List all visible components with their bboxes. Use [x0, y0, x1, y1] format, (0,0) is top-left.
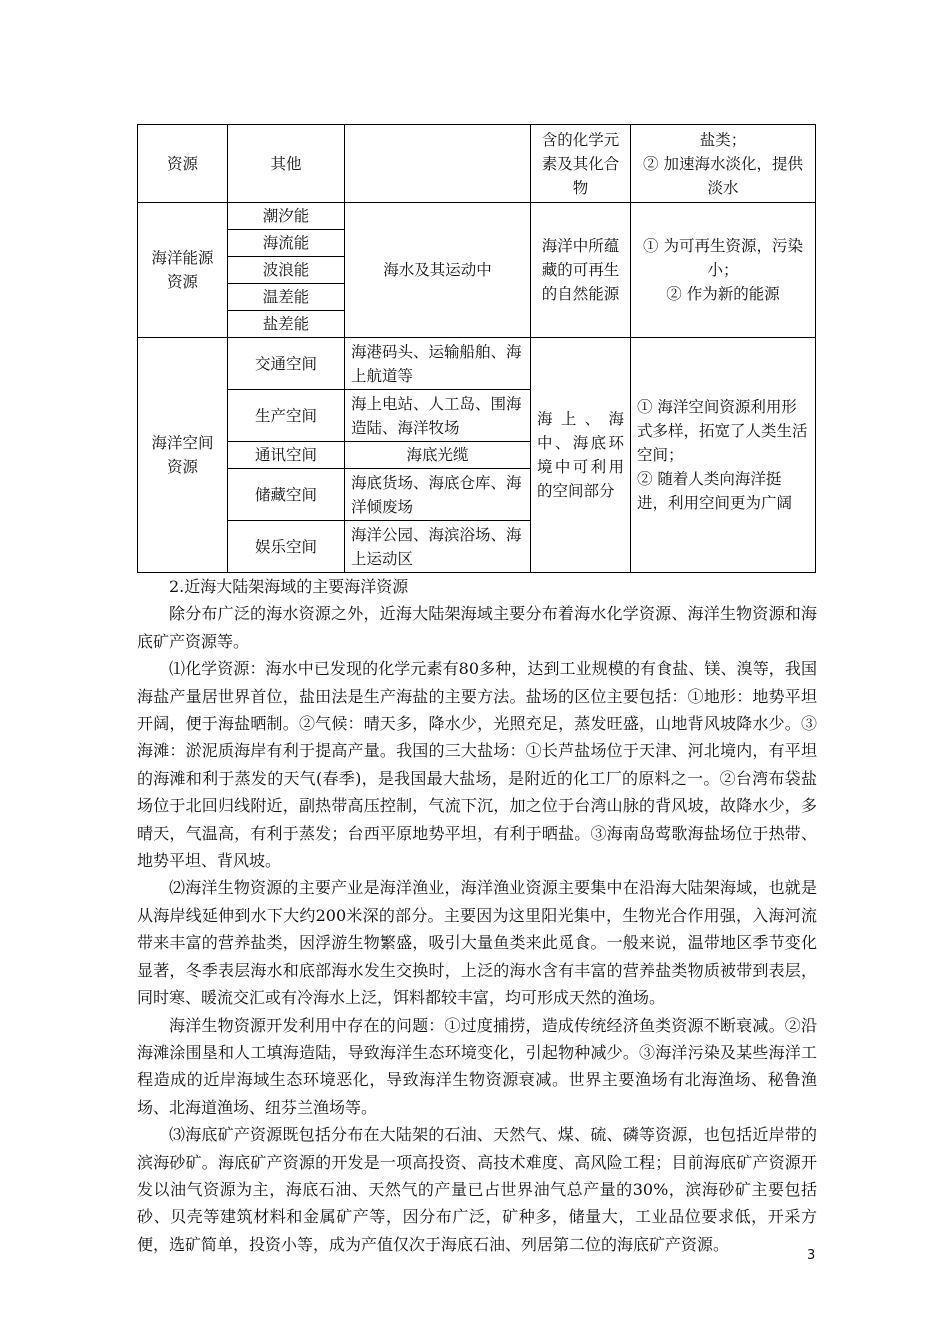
note-line: ① 海洋空间资源利用形式多样，拓宽了人类生活空间； — [637, 398, 808, 464]
paragraph: 除分布广泛的海水资源之外，近海大陆架海域主要分布着海水化学资源、海洋生物资源和海底矿产资源等。 — [137, 604, 817, 651]
body-text — [137, 573, 817, 1258]
cell-energy-item: 潮汐能 — [228, 203, 345, 230]
section-heading: 2.近海大陆架海域的主要海洋资源 — [169, 577, 409, 596]
cell-category: 资源 — [138, 125, 228, 203]
cell-space-item: 储藏空间 — [228, 469, 345, 521]
note-line: ② 随着人类向海洋挺进，利用空间更为广阔 — [637, 470, 793, 512]
cell-category-energy: 海洋能源资源 — [138, 203, 228, 338]
table-row-space — [138, 338, 816, 390]
note-line: ② 作为新的能源 — [666, 285, 780, 303]
paragraph: ⑶海底矿产资源既包括分布在大陆架的石油、天然气、煤、硫、磷等资源，也包括近岸带的滨海砂矿。海底矿产资源的开发是一项高投资、高技术难度、高风险工程；目前海底矿产资源开发以油气资源为主，海底石油、天然气的产量已占世界油气总产量的30%，滨海砂矿主要包括砂、贝壳等建筑材料和金属矿产等，因分布广泛，矿种多，储量大，工业品位要求低，开采方便，选矿简单，投资小等，成为产值仅次于海底石油、列居第二位的海底矿产资源。 — [137, 1125, 817, 1254]
cell-definition: 含的化学元素及其化合物 — [531, 125, 631, 203]
page-number: 3 — [807, 1248, 816, 1263]
cell-energy-item: 盐差能 — [228, 311, 345, 338]
cell-energy-item: 海流能 — [228, 230, 345, 257]
cell-energy-item: 波浪能 — [228, 257, 345, 284]
cell-note — [631, 125, 816, 203]
cell-space-note — [631, 338, 816, 573]
cell-space-examples: 海洋公园、海滨浴场、海上运动区 — [345, 521, 531, 573]
cell-space-examples: 海底光缆 — [345, 442, 531, 469]
cell-energy-item: 温差能 — [228, 284, 345, 311]
cell-space-examples: 海上电站、人工岛、围海造陆、海洋牧场 — [345, 390, 531, 442]
resource-table — [137, 124, 816, 573]
cell-energy-note — [631, 203, 816, 338]
cell-space-examples: 海底货场、海底仓库、海洋倾废场 — [345, 469, 531, 521]
paragraph: ⑴化学资源：海水中已发现的化学元素有80多种，达到工业规模的有食盐、镁、溴等，我国海盐产量居世界首位，盐田法是生产海盐的主要方法。盐场的区位主要包括：①地形：地势平坦开阔，便于海盐晒制。②气候：晴天多，降水少，光照充足，蒸发旺盛，山地背风坡降水少。③海滩：淤泥质海岸有利于提高产量。我国的三大盐场：①长芦盐场位于天津、河北境内，有平坦的海滩和利于蒸发的天气(春季)，是我国最大盐场，是附近的化工厂的原料之一。②台湾布袋盐场位于北回归线附近，副热带高压控制，气流下沉，加之位于台湾山脉的背风坡，故降水少，多晴天，气温高，有利于蒸发；台西平原地势平坦，有利于晒盐。③海南岛莺歌海盐场位于热带、地势平坦、背风坡。 — [137, 659, 817, 871]
cell-energy-location: 海水及其运动中 — [345, 203, 531, 338]
paragraph: ⑵海洋生物资源的主要产业是海洋渔业，海洋渔业资源主要集中在沿海大陆架海域，也就是从海岸线延伸到水下大约200米深的部分。主要因为这里阳光集中，生物光合作用强，入海河流带来丰富的营养盐类，因浮游生物繁盛，吸引大量鱼类来此觅食。一般来说，温带地区季节变化显著，冬季表层海水和底部海水发生交换时，上泛的海水含有丰富的营养盐类物质被带到表层，同时寒、暖流交汇或有冷海水上泛，饵料都较丰富，均可形成天然的渔场。 — [137, 878, 817, 1008]
note-line: 盐类； — [699, 130, 747, 149]
cell-space-definition: 海上、海中、海底环境中可利用的空间部分 — [531, 338, 631, 573]
table-row-continued — [138, 125, 816, 203]
cell-space-item: 通讯空间 — [228, 442, 345, 469]
note-line: ① 为可再生资源，污染小； — [643, 237, 803, 279]
paragraph: 海洋生物资源开发利用中存在的问题：①过度捕捞，造成传统经济鱼类资源不断衰减。②沿海滩涂围垦和人工填海造陆，导致海洋生态环境变化，引起物种减少。③海洋污染及某些海洋工程造成的近岸海域生态环境恶化，导致海洋生物资源衰减。世界主要渔场有北海渔场、秘鲁渔场、北海道渔场、纽芬兰渔场等。 — [137, 1015, 817, 1117]
cell-space-item: 交通空间 — [228, 338, 345, 390]
cell-space-examples: 海港码头、运输船舶、海上航道等 — [345, 338, 531, 390]
table-row-energy — [138, 203, 816, 230]
cell-energy-definition: 海洋中所蕴藏的可再生的自然能源 — [531, 203, 631, 338]
cell-name: 其他 — [228, 125, 345, 203]
cell-location — [345, 125, 531, 203]
cell-space-item: 娱乐空间 — [228, 521, 345, 573]
note-line: ② 加速海水淡化，提供淡水 — [643, 154, 803, 197]
cell-category-space: 海洋空间资源 — [138, 338, 228, 573]
cell-space-item: 生产空间 — [228, 390, 345, 442]
